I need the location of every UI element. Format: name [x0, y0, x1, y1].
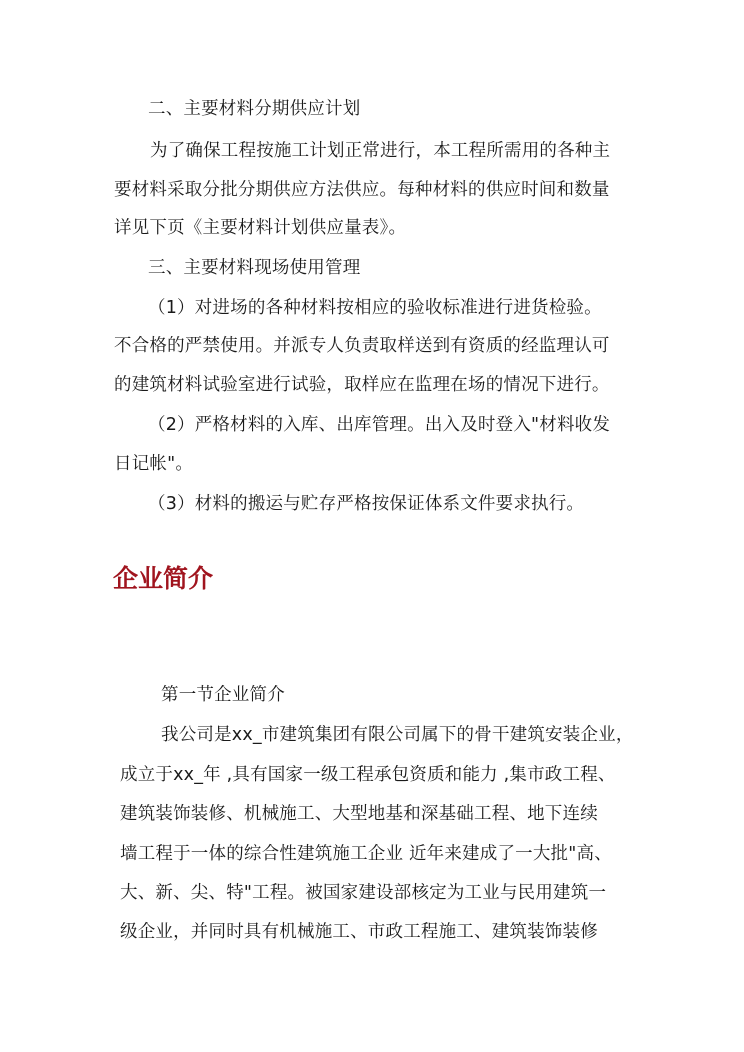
company-paragraph-line: 大、新、尖、特"工程。被国家建设部核定为工业与民用建筑一 — [120, 883, 607, 903]
paragraph-line: 为了确保工程按施工计划正常进行，本工程所需用的各种主 — [150, 141, 611, 161]
list-item-line: 不合格的严禁使用。并派专人负责取样送到有资质的经监理认可 — [114, 336, 610, 356]
company-paragraph-line: 墙工程于一体的综合性建筑施工企业 近年来建成了一大批"高、 — [120, 844, 612, 864]
section-heading-supply-plan: 二、主要材料分期供应计划 — [148, 99, 361, 119]
company-paragraph-line: 级企业，并同时具有机械施工、市政工程施工、建筑装饰装修 — [120, 922, 598, 942]
company-paragraph-line: 成立于xx_年 ,具有国家一级工程承包资质和能力 ,集市政工程、 — [120, 765, 616, 785]
list-item-line: （1）对进场的各种材料按相应的验收标准进行进货检验。 — [148, 298, 602, 318]
list-item-line: （2）严格材料的入库、出库管理。出入及时登入"材料收发 — [148, 415, 611, 435]
list-item-line: （3）材料的搬运与贮存严格按保证体系文件要求执行。 — [148, 494, 585, 514]
list-item-line: 日记帐"。 — [114, 454, 194, 474]
company-paragraph-line: 我公司是xx_市建筑集团有限公司属下的骨干建筑安装企业， — [161, 725, 634, 745]
company-intro-title: 企业简介 — [113, 564, 214, 593]
list-item-line: 的建筑材料试验室进行试验，取样应在监理在场的情况下进行。 — [114, 375, 610, 395]
company-subheading: 第一节企业简介 — [161, 685, 285, 705]
paragraph-line: 详见下页《主要材料计划供应量表》。 — [114, 218, 407, 238]
company-paragraph-line: 建筑装饰装修、机械施工、大型地基和深基础工程、地下连续 — [120, 804, 598, 824]
paragraph-line: 要材料采取分批分期供应方法供应。每种材料的供应时间和数量 — [114, 180, 610, 200]
section-heading-site-management: 三、主要材料现场使用管理 — [148, 258, 361, 278]
